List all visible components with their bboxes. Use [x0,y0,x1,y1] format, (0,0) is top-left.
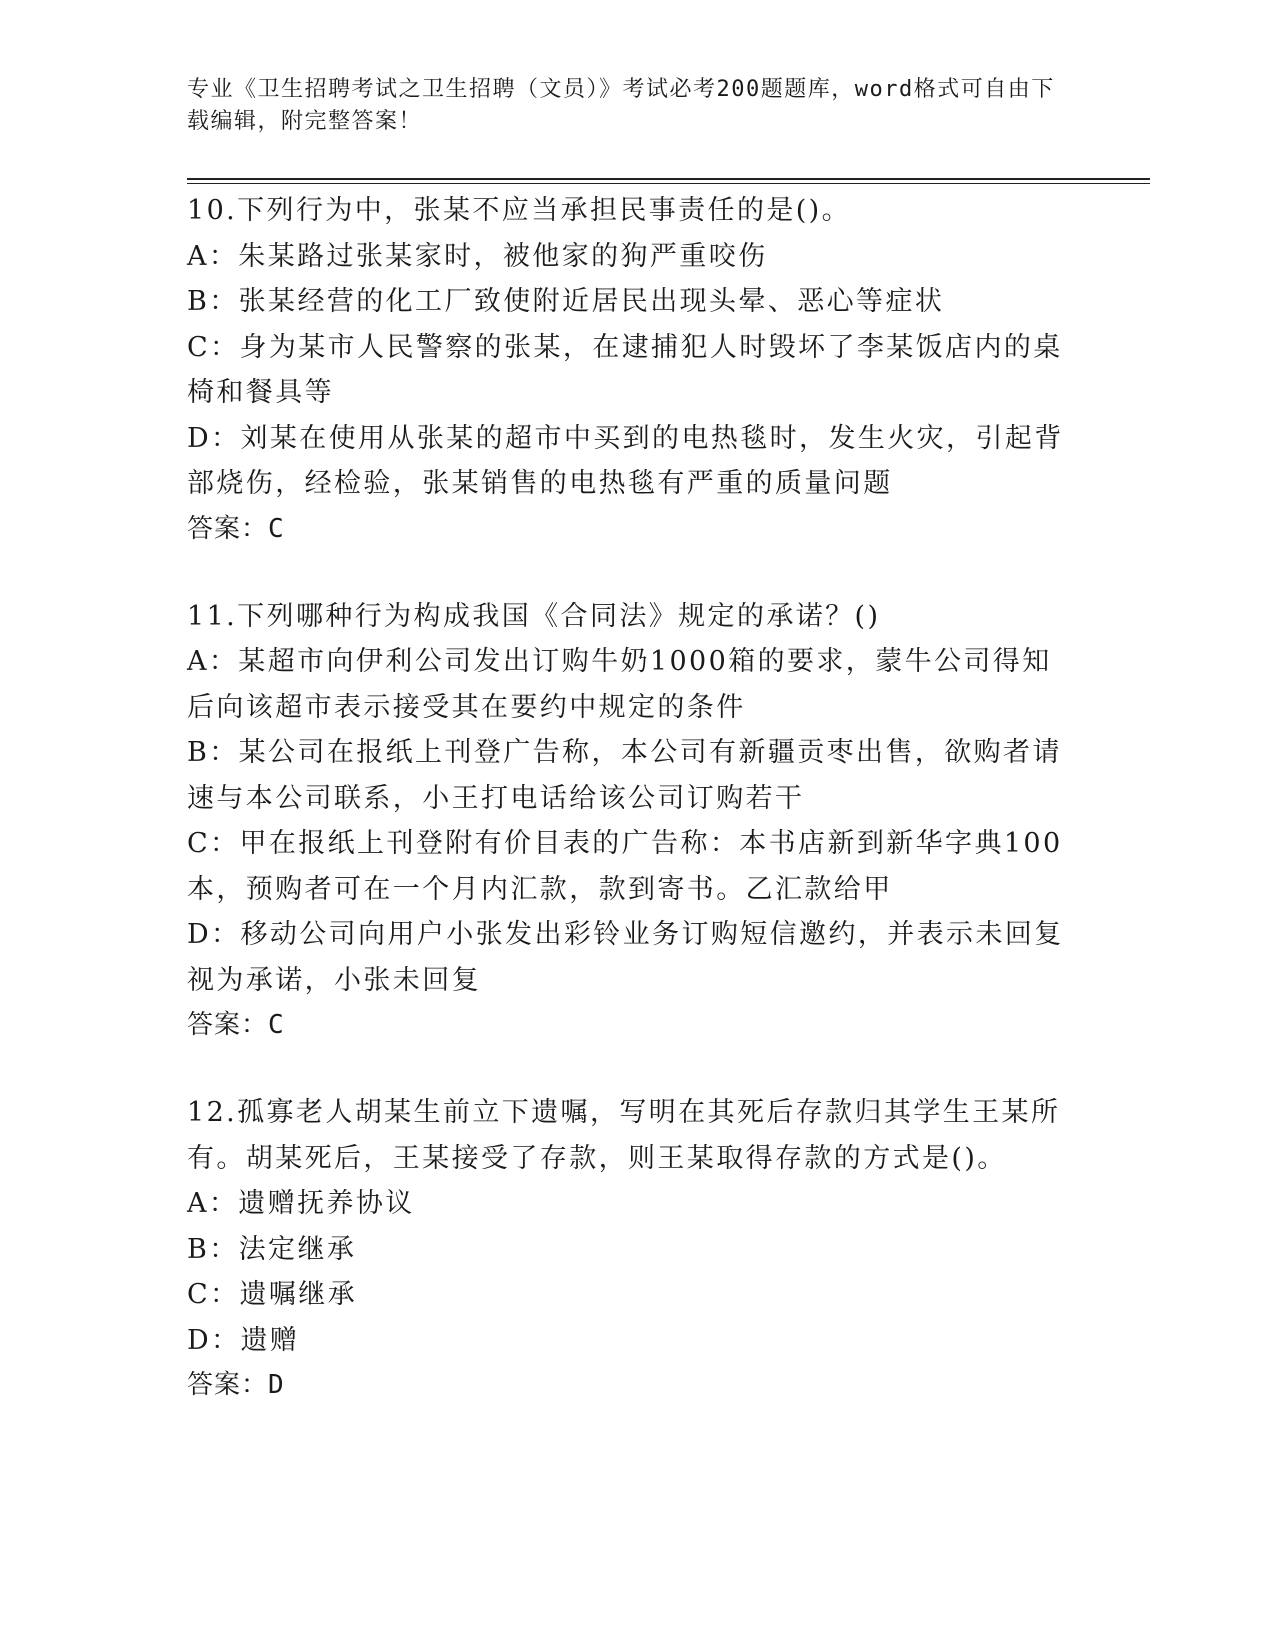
option-b: B：法定继承 [187,1233,357,1265]
question-list [187,188,1067,1408]
header-divider-thin [187,183,1150,184]
answer-line [187,507,1067,552]
option-a: A：朱某路过张某家时，被他家的狗严重咬伤 [187,240,768,272]
option-d: D：刘某在使用从张某的超市中买到的电热毯时，发生火灾，引起背部烧伤，经检验，张某销售的电热毯有严重的质量问题 [187,422,1064,499]
answer-value: D [268,1370,285,1400]
option-c: C：身为某市人民警察的张某，在逮捕犯人时毁坏了李某饭店内的桌椅和餐具等 [187,331,1063,408]
option-d: D：遗赠 [187,1324,300,1356]
option-b: B：张某经营的化工厂致使附近居民出现头晕、恶心等症状 [187,286,945,317]
answer-line [187,1363,1067,1408]
document-header: 专业《卫生招聘考试之卫生招聘（文员）》考试必考200题题库，word格式可自由下载编辑，附完整答案！ [187,77,1055,134]
header-divider-thick [187,178,1150,180]
option-d: D：移动公司向用户小张发出彩铃业务订购短信邀约，并表示未回复视为承诺，小张未回复 [187,919,1064,996]
option-c: C：甲在报纸上刊登附有价目表的广告称：本书店新到新华字典100本，预购者可在一个月内汇款，款到寄书。乙汇款给甲 [187,828,1063,905]
answer-line [187,1003,1067,1048]
question-10 [187,188,1067,552]
question-11 [187,594,1067,1049]
option-a: A：遗赠抚养协议 [187,1188,415,1219]
question-12 [187,1090,1067,1408]
answer-label: 答案： [187,1370,269,1400]
question-stem: 10.下列行为中，张某不应当承担民事责任的是()。 [187,195,852,226]
option-c: C：遗嘱继承 [187,1279,358,1310]
answer-value: C [268,1010,285,1040]
option-a: A：某超市向伊利公司发出订购牛奶1000箱的要求，蒙牛公司得知后向该超市表示接受其在要约中规定的条件 [187,646,1052,723]
answer-label: 答案： [187,513,269,544]
answer-value: C [268,513,285,544]
question-stem: 12.孤寡老人胡某生前立下遗嘱，写明在其死后存款归其学生王某所有。胡某死后，王某接受了存款，则王某取得存款的方式是()。 [187,1097,1061,1174]
answer-label: 答案： [187,1010,269,1040]
option-b: B：某公司在报纸上刊登广告称，本公司有新疆贡枣出售，欲购者请速与本公司联系，小王打电话给该公司订购若干 [187,737,1062,814]
question-stem: 11.下列哪种行为构成我国《合同法》规定的承诺？() [187,600,881,632]
